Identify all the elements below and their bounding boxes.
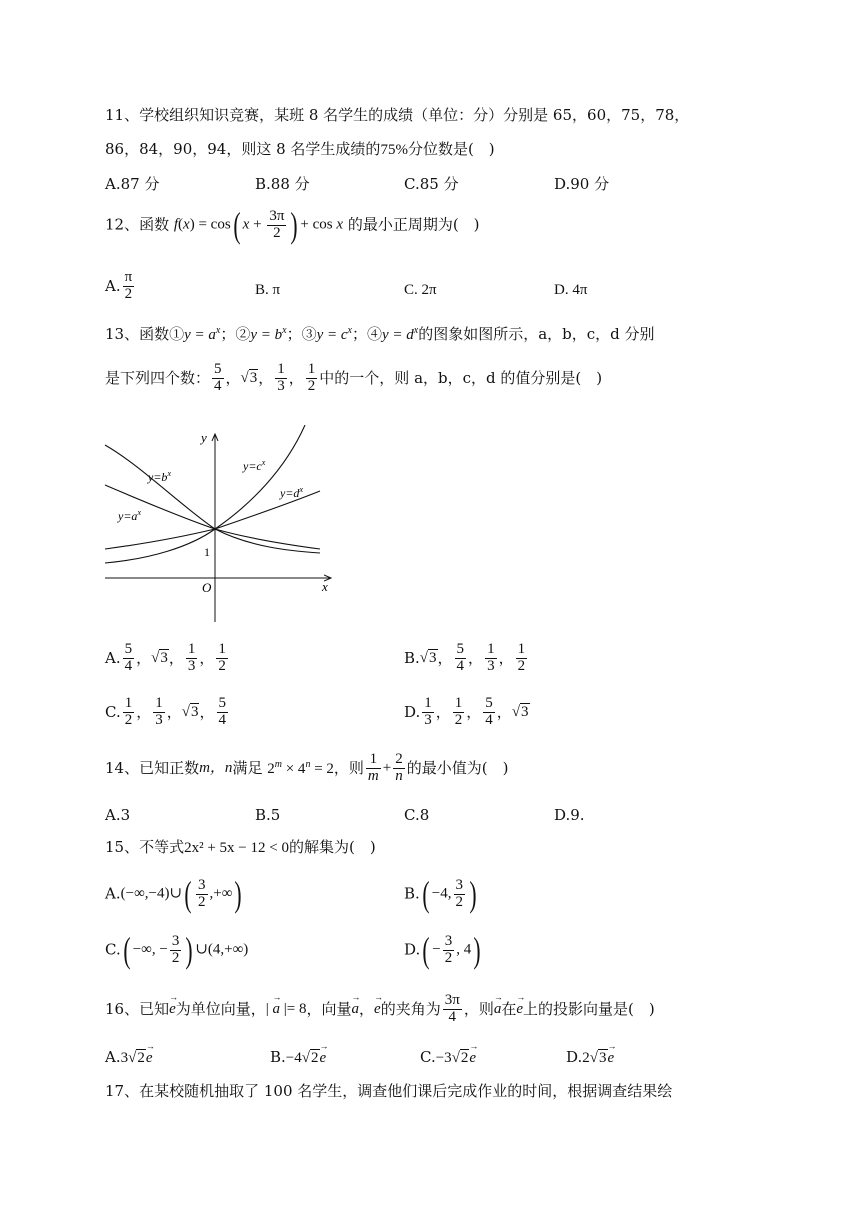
q16-option-a: A.3√2→ e <box>105 1050 153 1066</box>
q11-option-b: B.88 分 <box>255 175 310 193</box>
q15-option-a: A.(−∞,−4)∪( $\frac{3}{2}$ ,+∞) <box>105 874 243 914</box>
q11-line1: 11、学校组织知识竞赛，某班 8 名学生的成绩（单位：分）分别是 65，60，75，78， <box>105 106 690 124</box>
q13-label-d: $y=d^x$ <box>280 485 303 500</box>
q12-stem: 12、函数 f(x) = cos( x + $\frac{3\pi}{2}$ ) + cos x 的最小正周期为( ) <box>105 205 480 245</box>
q14-option-a: A.3 <box>105 806 131 824</box>
q14-option-b: B.5 <box>255 806 281 824</box>
q13-option-b: B.√3， $\frac{5}{4}$ ， $\frac{1}{3}$ ， $\frac{1}{2}$ <box>404 641 526 674</box>
q12-eq: ) = cos <box>189 216 231 233</box>
q13-one-label: 1 <box>204 545 210 559</box>
q11-line2-c: 分位数是( ) <box>407 140 495 158</box>
q13-option-d: D. $\frac{1}{3}$ ， $\frac{1}{2}$ ， $\frac{5}{4}$ ，√3 <box>404 695 529 728</box>
q17-line1: 17、在某校随机抽取了 100 名学生，调查他们课后完成作业的时间，根据调查结果绘 <box>105 1082 673 1100</box>
q14-option-c: C.8 <box>404 806 430 824</box>
q13-line2: 是下列四个数： $\frac{5}{4}$ ，√3， $\frac{1}{3}$ ， $\frac{1}{2}$ 中的一个，则 a，b，c，d 的值分别是( ) <box>105 361 603 394</box>
q16-stem: 16、已知→ e为单位向量，| → a |= 8，向量→ a，→ e的夹角为 $\frac{3\pi}{4}$ ，则→ a在→ e上的投影向量是( ) <box>105 993 655 1026</box>
q13-origin: O <box>202 580 212 595</box>
q14-option-d: D.9. <box>554 806 585 824</box>
q13-graph <box>100 425 340 630</box>
q13-option-a: A. $\frac{5}{4}$ ，√3， $\frac{1}{3}$ ， $\frac{1}{2}$ <box>105 641 226 674</box>
q11-option-a: A.87 分 <box>105 175 160 193</box>
q15-option-d: D.( − $\frac{3}{2}$ , 4) <box>404 930 481 970</box>
q11-option-c: C.85 分 <box>404 175 459 193</box>
q12-x: x <box>183 216 190 233</box>
q13-option-c: C. $\frac{1}{2}$ ， $\frac{1}{3}$ ，√3， $\frac{5}{4}$ <box>105 695 226 728</box>
q12-option-b: B. π <box>255 282 281 298</box>
q13-line1: 13、函数①y = $a^x$；②y = $b^x$；③y = $c^x$；④y = $d^x$的图象如图所示，a，b，c，d 分别 <box>105 325 655 343</box>
q15-stem: 15、不等式2x² + 5x − 12 < 0的解集为( ) <box>105 838 376 856</box>
q12-prefix: 12、函数 <box>105 215 170 234</box>
q12-option-c: C. 2π <box>404 282 437 298</box>
q12-f: f <box>173 216 179 233</box>
q16-option-b: B.−4√2→ e <box>270 1050 326 1066</box>
q13-y-label: y <box>201 430 207 445</box>
q11-option-d: D.90 分 <box>554 175 610 193</box>
q13-x-label: x <box>322 579 328 594</box>
q16-option-d: D.2√3→ e <box>566 1050 614 1066</box>
q12-suffix: 的最小正周期为( ) <box>347 215 480 234</box>
q15-option-c: C.( −∞, − $\frac{3}{2}$ ) ∪(4,+∞) <box>105 930 249 970</box>
q12-option-a: A. $\frac{\pi}{2}$ <box>105 269 133 302</box>
q15-option-b: B.( −4, $\frac{3}{2}$ ) <box>404 874 477 914</box>
q11-percent: 75% <box>380 142 408 158</box>
q11-line2 <box>105 142 495 158</box>
q13-label-a: $y=a^x$ <box>118 508 141 523</box>
q12-option-d: D. 4π <box>554 282 588 298</box>
q11-line2-a: 86，84，90，94，则这 8 名学生成绩的 <box>105 140 381 158</box>
q16-option-c: C.−3√2→ e <box>420 1050 476 1066</box>
q13-label-b: $y=b^x$ <box>148 469 171 484</box>
q12-tail-cos: + cos <box>300 216 333 233</box>
q12-frac: $\frac{3\pi}{2}$ <box>269 207 285 241</box>
q13-label-c: $y=c^x$ <box>243 458 266 473</box>
q14-stem: 14、已知正数m，n满足 $2^m \times 4^n = 2$，则 $\frac{1}{m}$ + $\frac{2}{n}$ 的最小值为( ) <box>105 751 509 784</box>
